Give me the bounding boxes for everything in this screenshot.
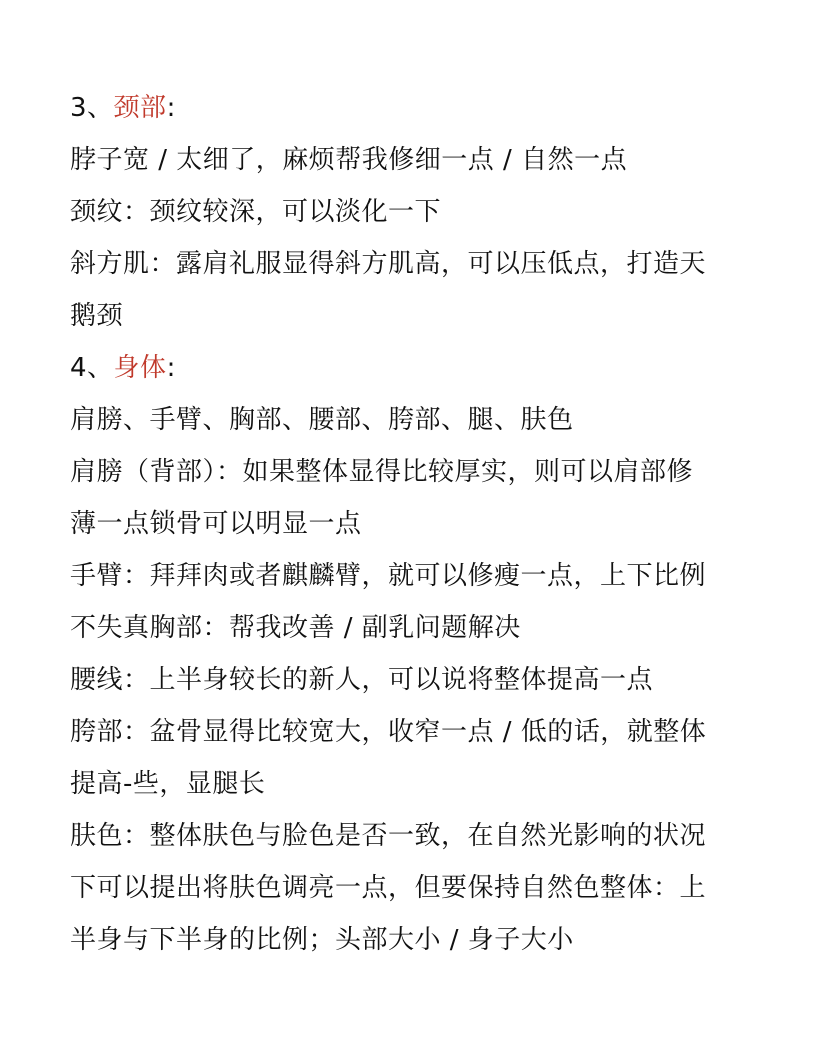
section-number: 4、 bbox=[70, 353, 114, 383]
section-title-neck: 颈部 bbox=[113, 93, 167, 123]
text-line: 肩膀、手臂、胸部、腰部、胯部、腿、肤色 bbox=[70, 405, 574, 435]
document-body bbox=[70, 82, 770, 966]
text-line: 肤色：整体肤色与脸色是否一致，在自然光影响的状况 bbox=[70, 821, 707, 851]
text-line: 鹅颈 bbox=[70, 301, 124, 331]
text-line: 胯部：盆骨显得比较宽大，收窄一点 / 低的话，就整体 bbox=[70, 717, 707, 747]
section-title-body: 身体 bbox=[113, 353, 167, 383]
text-line: 腰线：上半身较长的新人，可以说将整体提高一点 bbox=[70, 665, 654, 695]
text-line: 薄一点锁骨可以明显一点 bbox=[70, 509, 362, 539]
text-line: 提高-些，显腿长 bbox=[70, 769, 266, 799]
section-colon: : bbox=[166, 93, 176, 123]
text-line: 手臂：拜拜肉或者麒麟臂，就可以修瘦一点，上下比例 bbox=[70, 561, 707, 591]
text-line: 肩膀（背部）：如果整体显得比较厚实，则可以肩部修 bbox=[70, 457, 694, 487]
text-line: 颈纹：颈纹较深，可以淡化一下 bbox=[70, 197, 442, 227]
text-line: 不失真胸部：帮我改善 / 副乳问题解决 bbox=[70, 613, 521, 643]
text-line: 半身与下半身的比例；头部大小 / 身子大小 bbox=[70, 925, 574, 955]
text-line: 脖子宽 / 太细了，麻烦帮我修细一点 / 自然一点 bbox=[70, 145, 628, 175]
section-heading-neck bbox=[70, 82, 770, 134]
section-number: 3、 bbox=[70, 93, 114, 123]
section-heading-body bbox=[70, 342, 770, 394]
text-line: 下可以提出将肤色调亮一点，但要保持自然色整体：上 bbox=[70, 873, 707, 903]
text-line: 斜方肌：露肩礼服显得斜方肌高，可以压低点，打造天 bbox=[70, 249, 707, 279]
section-colon: : bbox=[166, 353, 176, 383]
